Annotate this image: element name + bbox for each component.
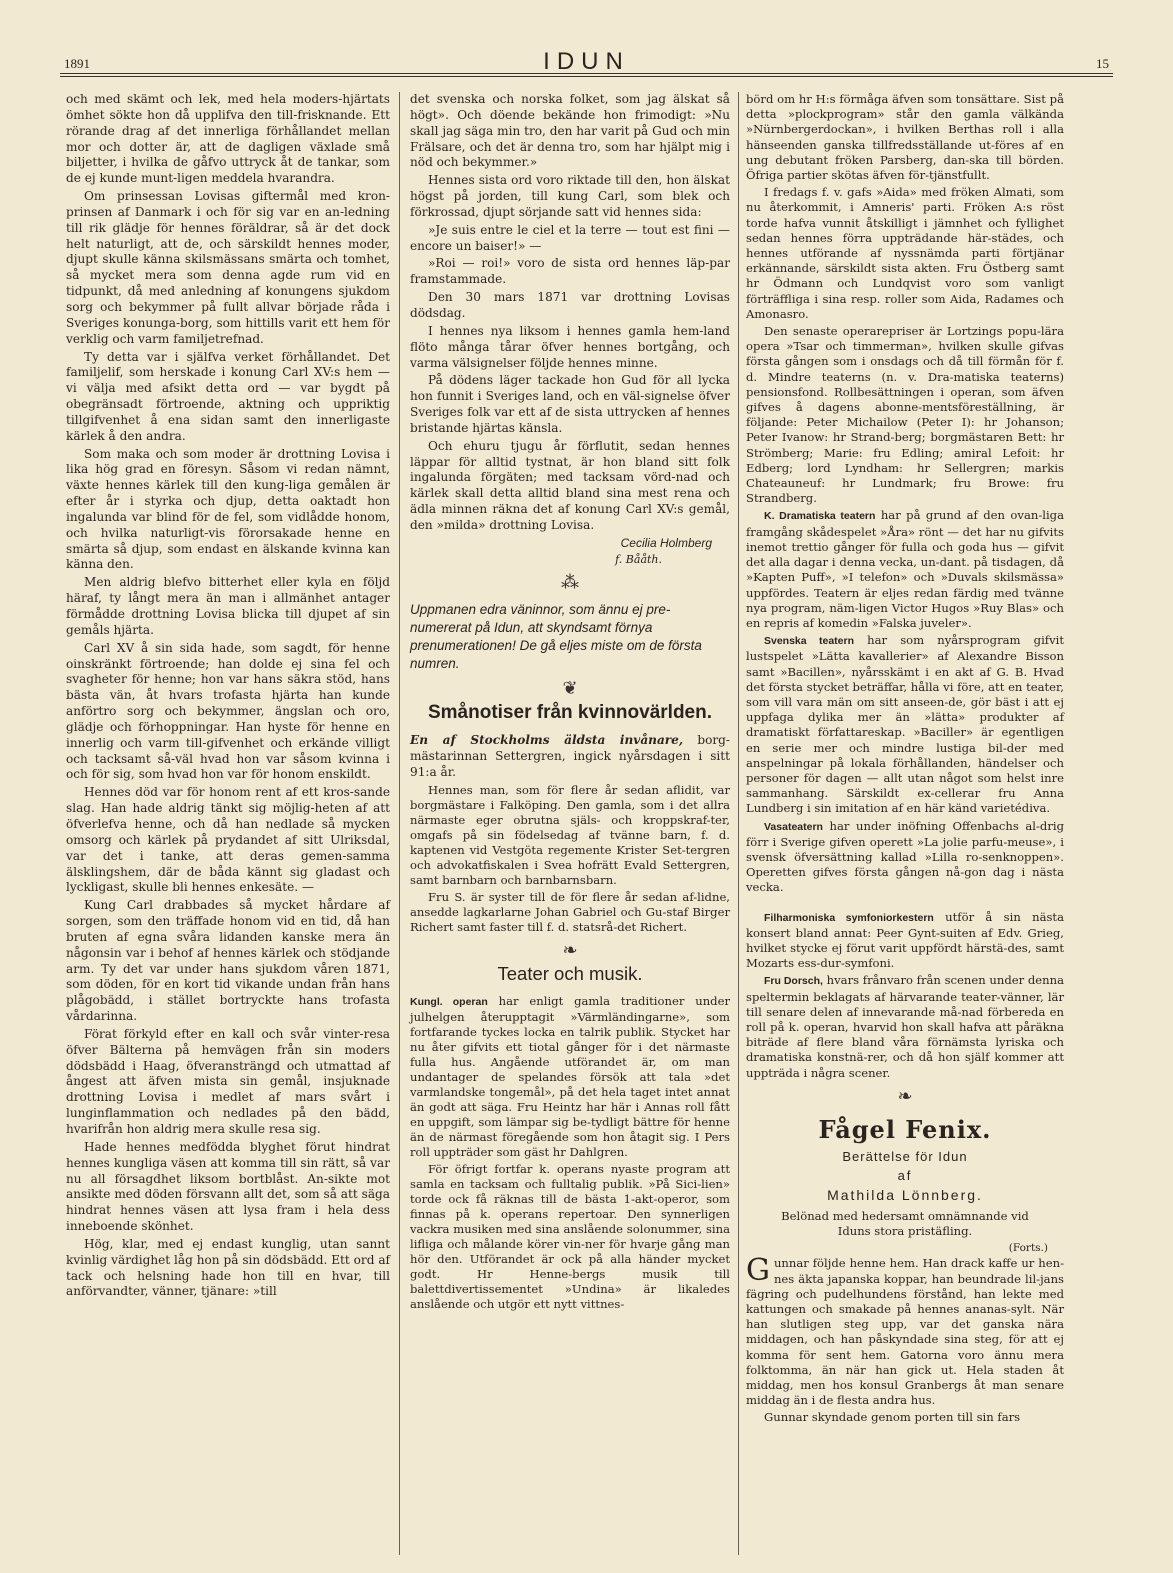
paragraph xyxy=(410,733,730,781)
paragraph: och med skämt och lek, med hela moders-hjärtats ömhet sökte hon då upplifva den till-frisknande. Ett rörande drag af det innerliga förhållandet mellan mor och dotter är, att de dagligen växlade små biljetter, i hvilka de gåfvo uttryck åt de tankar, som de ej kunde munt-ligen meddela hvarandra. xyxy=(66,92,390,186)
section-title: Teater och musik. xyxy=(497,963,643,985)
paragraph: Hennes död var för honom rent af ett kros-sande slag. Han hade aldrig tänkt sig möjlig-heten af att öfverlefva henne, och då han nedlade så mycken omsorg och kärlek på prydandet af sitt Ulriksdal, var det i tanke, att deras gemen-samma älsklingshem, där de båda kännt sig gladast och lyckligast, skulle bli hennes enkesäte. — xyxy=(66,785,390,895)
paragraph: För öfrigt fortfar k. operans nyaste program att samla en tacksam och fulltalig publik. »På Sici-lien» torde ock få räknas till de bästa 1-akt-operor, som finnas på k. operans repertoar. Den synnerligen vackra musiken med sina anslående solonummer, sina lifliga och målande körer vin-ner för hvarje gång man hör den. Utförandet är ock på alla händer mycket godt. Hr Henne-bergs musik till balettdivertissementet »Undina» är likaledes anslående och utgör ett nytt vittnes- xyxy=(410,1162,730,1312)
paragraph: Och ehuru tjugu år förflutit, sedan hennes läppar för alltid tystnat, är hon bland sitt folk ingalunda förgäten; med tacksam vörd-nad och kärlek skall detta alltid bland sina mest rena och ädla minnen räkna det af konung Carl XV:s gemål, den »milda» drottning Lovisa. xyxy=(410,438,730,532)
paragraph xyxy=(410,994,730,1160)
paragraph: Ty detta var i själfva verket förhållandet. Det familjelif, som herskade i konung Carl XV:s hem — vi välja med afsikt detta ord — var bygdt på obegränsadt förtroende, aktning och uppriktig tillgifvenhet å ena sidan samt den innerligaste kärlek å den andra. xyxy=(66,349,390,443)
keyword: Filharmoniska symfoniorkestern xyxy=(764,911,934,924)
keyword: Svenska teatern xyxy=(764,635,855,648)
column-2 xyxy=(410,92,730,1314)
masthead-title: IDUN xyxy=(543,48,630,75)
paragraph: det svenska och norska folket, som jag älskat så högt». Och döende bekände hon frimodigt: »Nu skall jag säga min tro, den har varit på Gud och min Frälsare, och det är denna tro, som har hjälpt mig i nöd och bekymmer.» xyxy=(410,92,730,170)
paragraph: Den senaste operarepriser är Lortzings popu-lära opera »Tsar och timmerman», hvilken skulle gifvas första gången som i onsdags och då till förmån för f. d. Mindre teaterns (n. v. Dra-matiska teaterns) pensionsfond. Rollbesättningen i operan, som äfven gifves å dagens abonne-mentsföreställning, är följande: Peter Michailow (Peter I): hr Johanson; Peter Ivanow: hr Strand-berg; borgmästaren Bett: hr Strömberg; Marie: fru Edling; amiral Lefoit: hr Edberg; lord Lyndham: hr Sellergren; markis Chateauneuf: hr Lundmark; fru Browe: fru Strandberg. xyxy=(746,324,1064,506)
serial-subtitle: Berättelse för Idun xyxy=(842,1149,968,1165)
paragraph: På dödens läger tackade hon Gud för all lycka hon funnit i Sveriges land, och en väl-signelse öfver Sveriges folk var ett af de sista uttrycken af hennes bristande hjärtas känsla. xyxy=(410,373,730,435)
paragraph-text: utför å sin nästa konsert bland annat: Peer Gynt-suiten af Edv. Grieg, hvilket stycke ej förut varit uppfördt härstä-des, samt Mozarts ess-dur-symfoni. xyxy=(746,909,1065,971)
paragraph-text: har på grund af den ovan-liga framgång skådespelet »Åra» rönt — det har nu gifvits inemot trettio gånger för fulla och goda hus — gifvit det alla dagar i denna vecka, un-dant. på tisdagen, då »Kapten Puff», »I telefon» och »Duvals skilsmässa» uppfördes. Teatern är eljes redan färdig med tvänne nya program, näm-ligen Victor Hugos »Ruy Blas» och en repris af komedin »Falska juveler». xyxy=(746,508,1064,630)
ornament-icon: ❧ xyxy=(897,1085,913,1107)
serial-by: af xyxy=(897,1168,913,1184)
paragraph: Den 30 mars 1871 var drottning Lovisas dödsdag. xyxy=(410,290,730,320)
keyword: K. Dramatiska teatern xyxy=(764,510,876,523)
column-1 xyxy=(66,92,390,1302)
paragraph: Hade hennes medfödda blyghet förut hindrat hennes kungliga väsen att komma till sin rätt, så var nu all försagdhet liksom bortblåst. An-sikte mot ansikte med döden försvann allt det, som så att säga hindrat hennes väsen att lysa fram i hela dess inneboende skönhet. xyxy=(66,1139,390,1234)
paragraph: Men aldrig blefvo bitterhet eller kyla en följd häraf, ty långt mera än man i allmänhet antager förmådde drottning Lovisa blicka till djupet af sin gemåls hjärta. xyxy=(66,575,390,637)
paragraph: Gunnar skyndade genom porten till sin fars xyxy=(764,1410,1021,1425)
keyword: Kungl. operan xyxy=(410,996,488,1009)
author-signature-sub: f. Bååth. xyxy=(615,552,662,566)
paragraph: Hennes man, som för flere år sedan aflidit, var borgmästare i Falköping. Den gamla, som i det allra närmaste eger obrutna själs- och kroppskraf-ter, omgafs på sin födelsedag af tvänne barn, f. d. kaptenen vid Vestgöta regemente Krister Set-tergren och advokatfiskalen i Svea hofrätt Evald Settergren, samt barnbarn och barnbarnsbarn. xyxy=(410,782,730,887)
serial-author: Mathilda Lönnberg. xyxy=(827,1186,983,1203)
paragraph xyxy=(746,910,1064,972)
paragraph: Carl XV å sin sida hade, som sagdt, för henne oinskränkt förtroende; han dolde ej sina fel och svagheter för henne; hon var hans säkra stöd, hans bästa vän, åt hvars trofasta hjärta han kunde anförtro sorg och bekymmer, ängslan och oro, glädje och förhoppningar. Han hyste för henne en innerlig och varm till-gifvenhet och erkände villigt och tacksamt så-väl hvad hon var såsom kvinna i och för sig, som hvad hon var för honom enskildt. xyxy=(66,640,390,782)
paragraph: Hög, klar, med ej endast kunglig, utan sannt kvinlig värdighet låg hon på sin dödsbädd. Ett ord af tack och helsning hade hon till en hvar, till anförvandter, vänner, tjänare: »till xyxy=(66,1236,390,1299)
paragraph: Som maka och som moder är drottning Lovisa i lika hög grad en föresyn. Såsom vi redan nämnt, växte hennes kärlek till den kung-liga gemålen är efter år i styrka och djup, detta oaktadt hon ingalunda var blind för de fel, som vidlådde honom, och hvilka naturligt-vis förorsakade henne en smärta så djup, som endast en älskande kvinna kan känna den. xyxy=(66,446,390,572)
paragraph xyxy=(746,633,1064,816)
paragraph xyxy=(746,819,1064,896)
ornament-icon: ❧ xyxy=(562,939,578,961)
paragraph-text: har enligt gamla traditioner under julhelgen återupptagit »Värmländingarne», som fortfarande tyckes locka en talrik publik. Stycket har nu åter gifvits ett tiotal gånger för i det närmaste fulla hus. Angående utförandet är, om man undantager de spelandes försök att tala »det varmlandske tongemål», på det hela taget intet annat än godt att säga. Fru Heintz har här i Annas roll fått en uppgift, som lämpar sig be-tydligt bättre för henne än de närmast föregående som hon åtagit sig. I Pers roll uppträder som gäst hr Dahlgren. xyxy=(410,994,730,1160)
paragraph xyxy=(746,1253,1064,1408)
paragraph-text: hvars frånvaro från scenen under denna speltermin beklagats af härvarande teater-vänner, lär till senare delen af innevarande må-nad förbereda en roll på k. operan, hvarvid hon skall hafva att påräkna biträde af flere bland våra förnämsta lyriska och dramatiska konstnä-rer, och då hon själf kommer att uppträda i några scener. xyxy=(746,973,1064,1080)
paragraph-text: har som nyårsprogram gifvit lustspelet »Lätta kavallerier» af Alexandre Bisson samt »Bacillen», nyårsskämt i en akt af G. B. Hvad det första stycket beträffar, hålla vi före, att en teater, som vill vara män om sitt anseen-de, gör bäst i att ej uppfaga dylika mer än »lätta» produkter af dramatiskt författareskap. »Baciller» är egentligen en serie mer och mindre lustiga bil-der med anspelningar på lokala förhållanden, händelser och personer för dagen — allt utan något som helst inre sammanhang. Särskildt ex-cellerar fru Anna Lundberg i sin imitation af en här känd varietédiva. xyxy=(746,633,1064,816)
serial-title: Fågel Fenix. xyxy=(818,1115,992,1144)
column-3 xyxy=(746,92,1064,1428)
paragraph xyxy=(746,508,1064,631)
spacer xyxy=(746,898,1064,910)
header-rule-thin xyxy=(60,76,1113,77)
paragraph: Fru S. är syster till de för flere år sedan af-lidne, ansedde lagkarlarne Johan Gabriel och Gu-staf Birger Richert samt faster till f. d. statsrå-det Richert. xyxy=(410,889,730,934)
header-rule xyxy=(60,73,1113,74)
column-divider xyxy=(738,92,739,1555)
paragraph: börd om hr H:s förmåga äfven som tonsättare. Sist på detta »plockprogram» står den gamla välkända »Nürnbergerdockan», i hvilken Berthas roll i alla hänseenden ganska tillfredsställande ut-föres af en ung debutant fröken Parsberg, dan-ska till börden. Öfriga partier skötas äfven för-tjänstfullt. xyxy=(746,92,1064,183)
keyword: Fru Dorsch, xyxy=(764,975,823,988)
header-year: 1891 xyxy=(64,56,90,71)
paragraph-text: borg-mästarinnan Settergren, ingick nyårsdagen i sitt 91:a år. xyxy=(410,733,730,779)
column-divider xyxy=(399,92,400,1555)
page-number: 15 xyxy=(1096,56,1109,71)
paragraph: I fredags f. v. gafs »Aida» med fröken Almati, som nu återkommit, i Amneris' parti. Fröken A:s röst torde hafva vunnit åtskilligt i jämnhet och fyllighet sedan hennes förra uppträdande här-städes, och hennes utförande af nyssnämda parti förtjänar erkännande, särskildt sista akten. Fru Östberg samt hr Ödmann och Lundqvist voro som vanligt förträffliga i sina resp. roller som Aida, Radames och Amonasro. xyxy=(746,185,1064,321)
paragraph: »Roi — roi!» voro de sista ord hennes läp-par framstammade. xyxy=(410,256,730,287)
paragraph: »Je suis entre le ciel et la terre — tout est fini — encore un baiser!» — xyxy=(410,222,730,253)
paragraph-text: unnar följde henne hem. Han drack kaffe ur hen-nes äkta japanska koppar, han beundrade lil-jans fägring och pudelhundens förstånd, han lekte med kattungen och smakade på hennes ananas-sylt. När han slutligen steg upp, var det ganska nära middagen, och han påskyndade sina steg, för att ej komma för sent hem. Gatorna voro ännu mera folktomma, än när han gick ut. Hela staden åt middag, men hos konsul Granbergs åt man senare middag än i de flesta andra hus. xyxy=(746,1256,1064,1408)
keyword: Vasateatern xyxy=(764,820,823,833)
drop-cap: G xyxy=(746,1253,770,1289)
paragraph: Om prinsessan Lovisas giftermål med kron-prinsen af Danmark i och för sig var en an-ledning till rik glädje för hennes föräldrar, så är det dock helt naturligt, att de, och särskildt hennes moder, djupt skulle känna skilsmässans smärta och tomhet, så mycket mera som denna agde rum vid en tidpunkt, då med anledning af konungens sjukdom sorg och bekymmer på fullt allvar började råda i Sveriges konunga-borg, som hittills varit ett hem för verklig och varm familjetrefnad. xyxy=(66,189,390,346)
serial-award-note: Belönad med hedersamt omnämnande vid Iduns stora pristäfling. xyxy=(781,1208,1029,1239)
subscription-notice: Uppmanen edra väninnor, som ännu ej pre-numererat på Idun, att skyndsamt förnya prenumerationen! De gå eljes miste om de första numren. xyxy=(410,602,702,672)
lead-in: En af Stockholms äldsta invånare, xyxy=(410,733,684,747)
paragraph xyxy=(746,973,1064,1080)
paragraph: Kung Carl drabbades så mycket hårdare af sorgen, som den träffade honom vid en tid, då han bruten af egna svåra lidanden kanske mera än någonsin var i behof af hennes kärlek och stödjande arm. Ty det var under hans sjukdom våren 1871, som döden, för en kort tid vikande undan från hans plågobädd, i stället bortryckte hans trofasta vårdarinna. xyxy=(66,898,390,1024)
paragraph: Förat förkyld efter en kall och svår vinter-resa öfver Bälterna på hemvägen från sin moders dödsbädd i Haag, öfveransträngd och utmattad af ångest att äfven mista sin gemål, insjuknade drottning Lovisa i medlet af mars svårt i lunginflammation och nedlades på den bädd, hvarifrån hon aldrig mera skulle resa sig. xyxy=(66,1026,390,1136)
paragraph: I hennes nya liksom i hennes gamla hem-land flöto många tårar öfver hennes bortgång, och varma välsignelser följde hennes minne. xyxy=(410,323,730,370)
author-signature: Cecilia Holmberg xyxy=(620,535,712,550)
section-title: Smånotiser från kvinnovärlden. xyxy=(427,702,713,724)
ornament-icon: ⁂ xyxy=(561,572,579,594)
paragraph-text: har under inöfning Offenbachs al-drig förr i Sverige gifven operett »La jolie parfu-meuse», i svensk öfversättning kallad »Lilla ro-senknoppen». Operetten gifves första gången nå-gon dag i nästa vecka. xyxy=(746,818,1064,895)
page-header xyxy=(60,48,1113,78)
paragraph: Hennes sista ord voro riktade till den, hon älskat högst på jorden, till kung Carl, som blek och förkrossad, djupt sörjande satt vid hennes sida: xyxy=(410,173,730,219)
ornament-icon: ❦ xyxy=(562,678,578,700)
continued-note: (Forts.) xyxy=(1008,1242,1048,1255)
